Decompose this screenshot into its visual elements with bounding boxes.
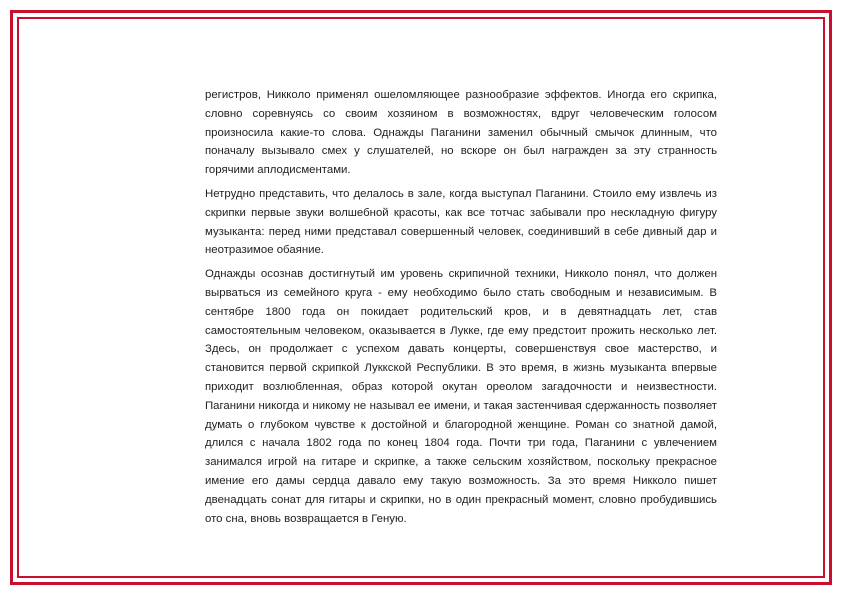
paragraph-1: регистров, Никколо применял ошеломляющее разнообразие эффектов. Иногда его скрипка, словно соревнуясь со своим хозяином в возможностях, вдруг человеческим голосом произносила какие-то слова. Однажды Паганини заменил обычный смычок длинным, что поначалу вызывало смех у слушателей, но вскоре он был награжден за эту странность горячими аплодисментами. xyxy=(205,89,717,177)
paragraph-2: Нетрудно представить, что делалось в зале, когда выступал Паганини. Стоило ему извлечь из скрипки первые звуки волшебной красоты, как все тотчас забывали про нескладную фигуру музыканта: перед ними представал совершенный человек, соединивший в себе дивный дар и неотразимое обаяние. xyxy=(205,187,717,257)
paragraph-3: Однажды осознав достигнутый им уровень скрипичной техники, Никколо понял, что должен вырваться из семейного круга - ему необходимо было стать свободным и независимым. В сентябре 1800 года он покидает родительский кров, и в девятнадцать лет, став самостоятельным человеком, оказывается в Лукке, где ему предстоит прожить несколько лет. Здесь, он продолжает с успехом давать концерты, совершенствуя свое мастерство, и становится первой скрипкой Луккской Республики. В это время, в жизнь музыканта впервые приходит возлюбленная, образ которой окутан ореолом загадочности и неизвестности. Паганини никогда и никому не называл ее имени, и такая застенчивая сдержанность позволяет думать о глубоком чувстве к достойной и благородной женщине. Роман со знатной дамой, длился с начала 1802 года по конец 1804 года. Почти три года, Паганини с увлечением занимался игрой на гитаре и скрипке, а также сельским хозяйством, поскольку прекрасное имение его дамы сердца давало ему такую возможность. За это время Никколо пишет двенадцать сонат для гитары и скрипки, но в один прекрасный момент, словно пробудившись ото сна, вновь возвращается в Геную. xyxy=(205,268,717,525)
text-body xyxy=(205,86,717,533)
